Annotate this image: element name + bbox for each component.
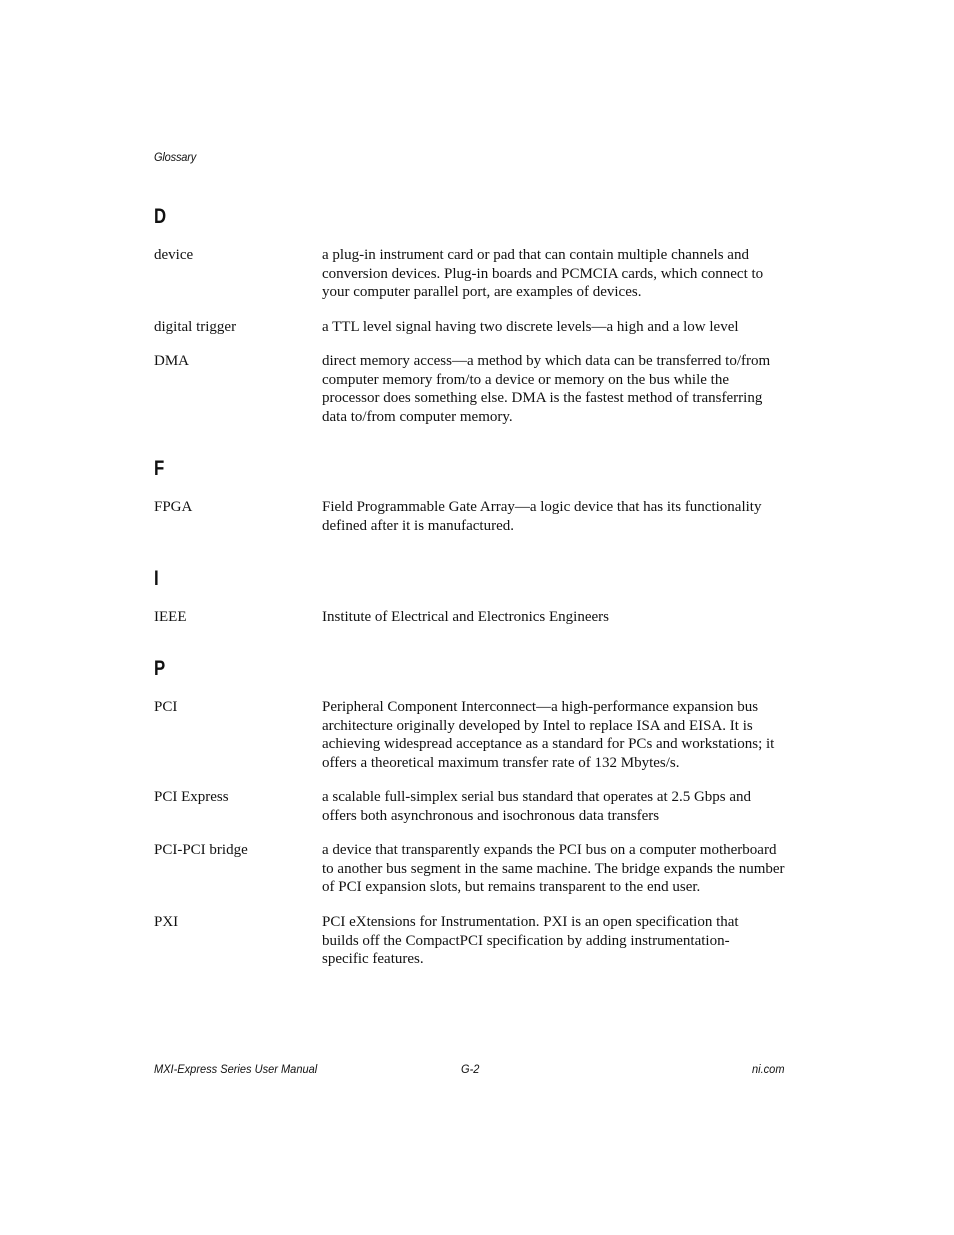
definition: a device that transparently expands the PCI bus on a computer motherboard to another bus segment in the same machine. The bridge expands the number of PCI expansion slots, but remains transparent to the end user. <box>322 842 785 896</box>
term: PCI <box>154 699 178 715</box>
term: PXI <box>154 914 179 930</box>
term: device <box>154 247 194 263</box>
term: DMA <box>154 353 190 369</box>
section-i <box>154 567 786 591</box>
footer-website: ni.com <box>752 1062 785 1076</box>
definition: Peripheral Component Interconnect—a high-performance expansion bus architecture originally developed by Intel to replace ISA and EISA. It is achieving widespread acceptance as a standard for PCs and workstations; it offers a theoretical maximum transfer rate of 132 Mbytes/s. <box>322 699 775 772</box>
footer-page-number: G-2 <box>461 1062 480 1076</box>
definition: PCI eXtensions for Instrumentation. PXI is an open specification that builds off the CompactPCI specification by adding instrumentation-specific features. <box>322 914 739 968</box>
definition: a plug-in instrument card or pad that can contain multiple channels and conversion devices. Plug-in boards and PCMCIA cards, which connect to your computer parallel port, are examples of devices. <box>322 247 764 301</box>
section-letter: I <box>154 567 159 590</box>
section-letter: P <box>154 657 166 680</box>
term: PCI-PCI bridge <box>154 842 248 858</box>
definition: Institute of Electrical and Electronics Engineers <box>322 609 609 625</box>
section-p <box>154 657 786 681</box>
term: IEEE <box>154 609 187 625</box>
definition: a scalable full-simplex serial bus standard that operates at 2.5 Gbps and offers both asynchronous and isochronous data transfers <box>322 789 752 824</box>
definition: Field Programmable Gate Array—a logic device that has its functionality defined after it is manufactured. <box>322 499 762 534</box>
definition: a TTL level signal having two discrete levels—a high and a low level <box>322 319 739 335</box>
section-d <box>154 205 786 229</box>
term: digital trigger <box>154 319 237 335</box>
term: FPGA <box>154 499 193 515</box>
term: PCI Express <box>154 789 229 805</box>
section-letter: D <box>154 205 167 228</box>
definition: direct memory access—a method by which data can be transferred to/from computer memory from/to a device or memory on the bus while the processor does something else. DMA is the fastest method of transferring data to/from computer memory. <box>322 353 771 426</box>
section-f <box>154 457 786 481</box>
section-letter: F <box>154 457 165 480</box>
running-head: Glossary <box>154 150 197 164</box>
footer-manual-title: MXI-Express Series User Manual <box>154 1062 318 1076</box>
